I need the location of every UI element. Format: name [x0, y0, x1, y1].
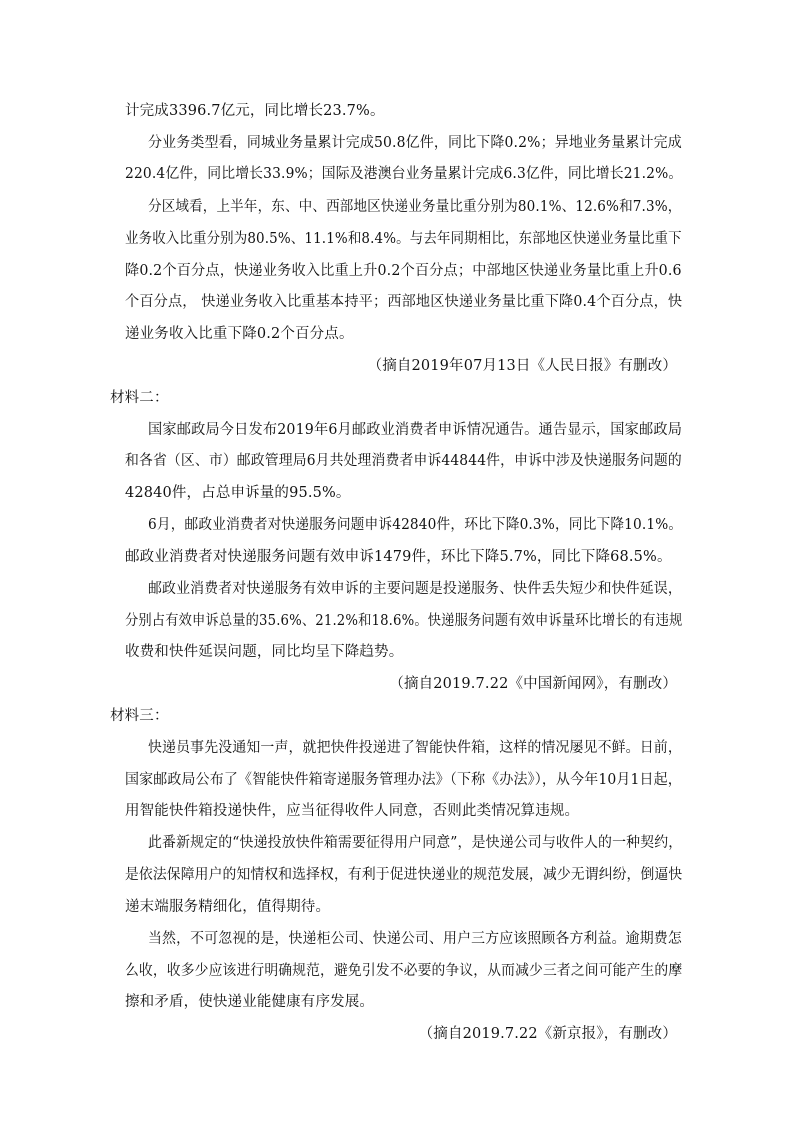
paragraph-line: 42840件，占总申诉量的95.5%。: [125, 485, 351, 501]
paragraph-line: 个百分点， 快递业务收入比重基本持平；西部地区快递业务量比重下降0.4个百分点，快: [125, 294, 683, 310]
paragraph-line: 邮政业消费者对快递服务有效申诉的主要问题是投递服务、快件丢失短少和快件延误，: [148, 581, 682, 597]
paragraph-line: 快递员事先没通知一声，就把快件投递进了智能快件箱，这样的情况屡见不鲜。日前，: [148, 740, 682, 756]
paragraph-line: 擦和矛盾，使快递业能健康有序发展。: [125, 994, 375, 1010]
paragraph-line: 邮政业消费者对快递服务问题有效申诉1479件，环比下降5.7%，同比下降68.5%。: [125, 549, 672, 565]
paragraph-line: 业务收入比重分别为80.5%、11.1%和8.4%。与去年同期相比，东部地区快递业务量比重下: [125, 231, 682, 247]
paragraph-line: 么收，收多少应该进行明确规范，避免引发不必要的争议，从而减少三者之间可能产生的摩: [125, 963, 683, 979]
paragraph-line: 国家邮政局今日发布2019年6月邮政业消费者申诉情况通告。通告显示，国家邮政局: [148, 422, 683, 438]
paragraph-line: 递业务收入比重下降0.2个百分点。: [125, 326, 354, 342]
paragraph-line: 6月，邮政业消费者对快递服务问题申诉42840件，环比下降0.3%，同比下降10.1%。: [148, 517, 683, 533]
paragraph-line: 递末端服务精细化，值得期待。: [125, 899, 331, 915]
paragraph-line: 和各省（区、市）邮政管理局6月共处理消费者申诉44844件，申诉中涉及快递服务问题的: [125, 453, 682, 469]
source-citation: （摘自2019.7.22《新京报》，有删改）: [418, 1026, 677, 1042]
paragraph-line: 计完成3396.7亿元，同比增长23.7%。: [125, 103, 385, 119]
source-citation: （摘自2019.7.22《中国新闻网》，有删改）: [389, 676, 677, 692]
paragraph-line: 用智能快件箱投递快件，应当征得收件人同意，否则此类情况算违规。: [125, 803, 580, 819]
paragraph-line: 国家邮政局公布了《智能快件箱寄递服务管理办法》（下称《办法》），从今年10月1日起，: [125, 772, 682, 788]
paragraph-line: 收费和快件延误问题，同比均呈下降趋势。: [125, 644, 404, 660]
paragraph-line: 当然，不可忽视的是，快递柜公司、快递公司、用户三方应该照顾各方利益。逾期费怎: [148, 931, 682, 947]
paragraph-line: 分区域看，上半年，东、中、西部地区快递业务量比重分别为80.1%、12.6%和7.3%，: [148, 199, 682, 215]
paragraph-line: 此番新规定的“快递投放快件箱需要征得用户同意”，是快递公司与收件人的一种契约，: [148, 835, 683, 851]
section-heading: 材料三：: [110, 708, 169, 724]
paragraph-line: 分别占有效申诉总量的35.6%、21.2%和18.6%。快递服务问题有效申诉量环比增长的有违规: [125, 613, 683, 629]
paragraph-line: 220.4亿件，同比增长33.9%；国际及港澳台业务量累计完成6.3亿件，同比增长21.2%。: [125, 166, 683, 182]
paragraph-line: 降0.2个百分点，快递业务收入比重上升0.2个百分点；中部地区快递业务量比重上升0.6: [125, 263, 682, 279]
paragraph-line: 分业务类型看，同城业务量累计完成50.8亿件，同比下降0.2%；异地业务量累计完成: [148, 135, 682, 151]
paragraph-line: 是依法保障用户的知情权和选择权，有利于促进快递业的规范发展，减少无谓纠纷，倒逼快: [125, 867, 683, 883]
source-citation: （摘自2019年07月13日《人民日报》有删改）: [367, 358, 677, 374]
section-heading: 材料二：: [110, 390, 169, 406]
